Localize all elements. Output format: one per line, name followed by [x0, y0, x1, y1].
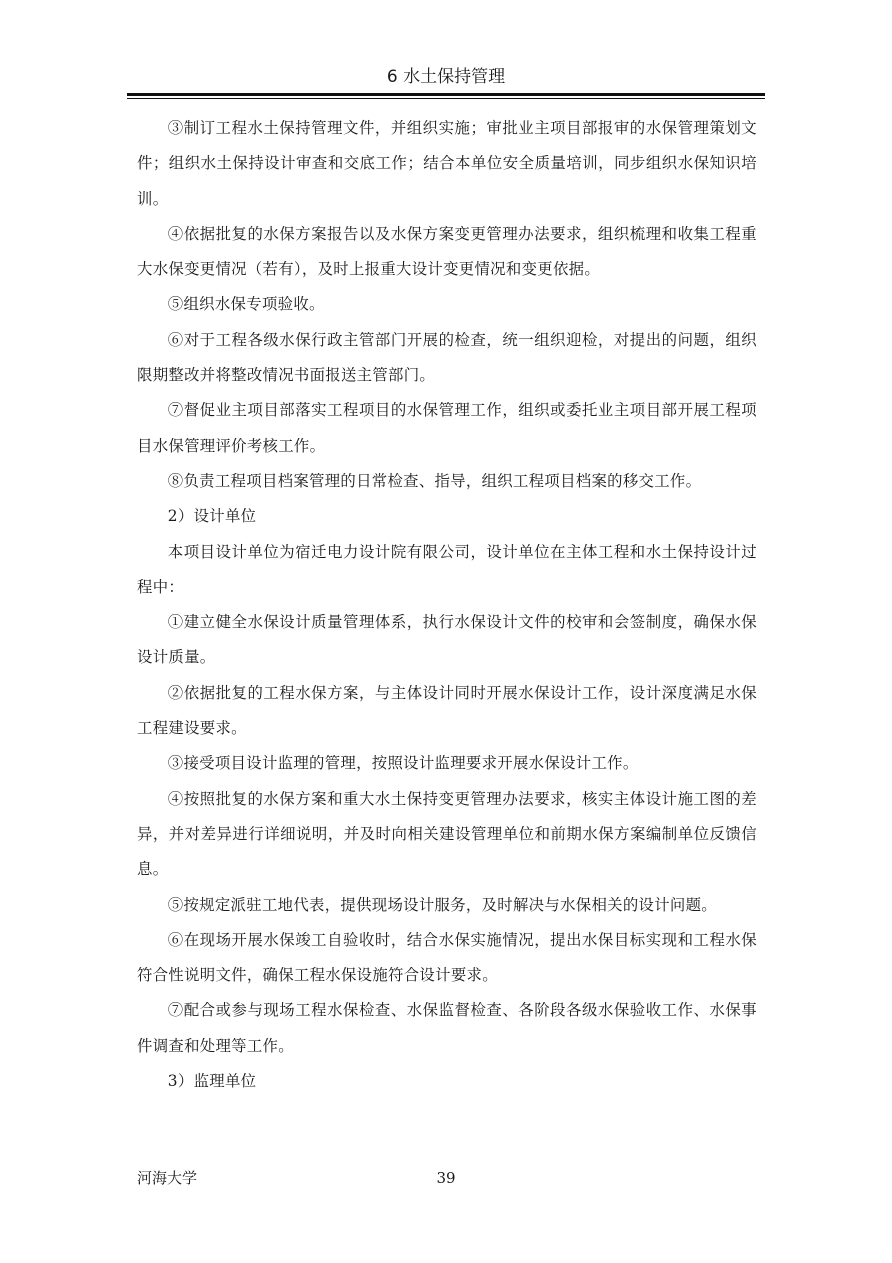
paragraph: ②依据批复的工程水保方案，与主体设计同时开展水保设计工作，设计深度满足水保工程建设要求。: [137, 683, 757, 738]
paragraph: 本项目设计单位为宿迁电力设计院有限公司，设计单位在主体工程和水土保持设计过程中：: [137, 542, 757, 596]
header-rule-thick: [127, 93, 765, 96]
paragraph: ⑥对于工程各级水保行政主管部门开展的检查，统一组织迎检，对提出的问题，组织限期整改并将整改情况书面报送主管部门。: [137, 330, 757, 385]
footer-page-number: 39: [436, 1169, 456, 1187]
paragraph: ④依据批复的水保方案报告以及水保方案变更管理办法要求，组织梳理和收集工程重大水保变更情况（若有），及时上报重大设计变更情况和变更依据。: [137, 224, 757, 279]
paragraph: ④按照批复的水保方案和重大水土保持变更管理办法要求，核实主体设计施工图的差异，并对差异进行详细说明，并及时向相关建设管理单位和前期水保方案编制单位反馈信息。: [137, 789, 757, 879]
section-heading-design-unit: 2）设计单位: [167, 507, 257, 526]
paragraph: ⑤按规定派驻工地代表，提供现场设计服务，及时解决与水保相关的设计问题。: [167, 895, 717, 914]
body-text: [137, 111, 757, 1099]
paragraph: ⑤组织水保专项验收。: [167, 295, 325, 314]
paragraph: ⑦督促业主项目部落实工程项目的水保管理工作，组织或委托业主项目部开展工程项目水保管理评价考核工作。: [137, 401, 757, 455]
paragraph: ③制订工程水土保持管理文件，并组织实施；审批业主项目部报审的水保管理策划文件；组织水土保持设计审查和交底工作；结合本单位安全质量培训，同步组织水保知识培训。: [137, 119, 757, 208]
paragraph: ③接受项目设计监理的管理，按照设计监理要求开展水保设计工作。: [167, 754, 639, 773]
section-heading-supervision-unit: 3）监理单位: [167, 1072, 257, 1091]
header-rule-thin: [127, 98, 765, 99]
paragraph: ⑥在现场开展水保竣工自验收时，结合水保实施情况，提出水保目标实现和工程水保符合性说明文件，确保工程水保设施符合设计要求。: [137, 930, 757, 985]
page-header-title: 6 水土保持管理: [386, 67, 506, 87]
footer-institution: 河海大学: [137, 1169, 198, 1187]
paragraph: ⑧负责工程项目档案管理的日常检查、指导，组织工程项目档案的移交工作。: [167, 471, 702, 490]
paragraph: ①建立健全水保设计质量管理体系，执行水保设计文件的校审和会签制度，确保水保设计质量。: [137, 613, 757, 667]
paragraph: ⑦配合或参与现场工程水保检查、水保监督检查、各阶段各级水保验收工作、水保事件调查和处理等工作。: [137, 1001, 757, 1055]
